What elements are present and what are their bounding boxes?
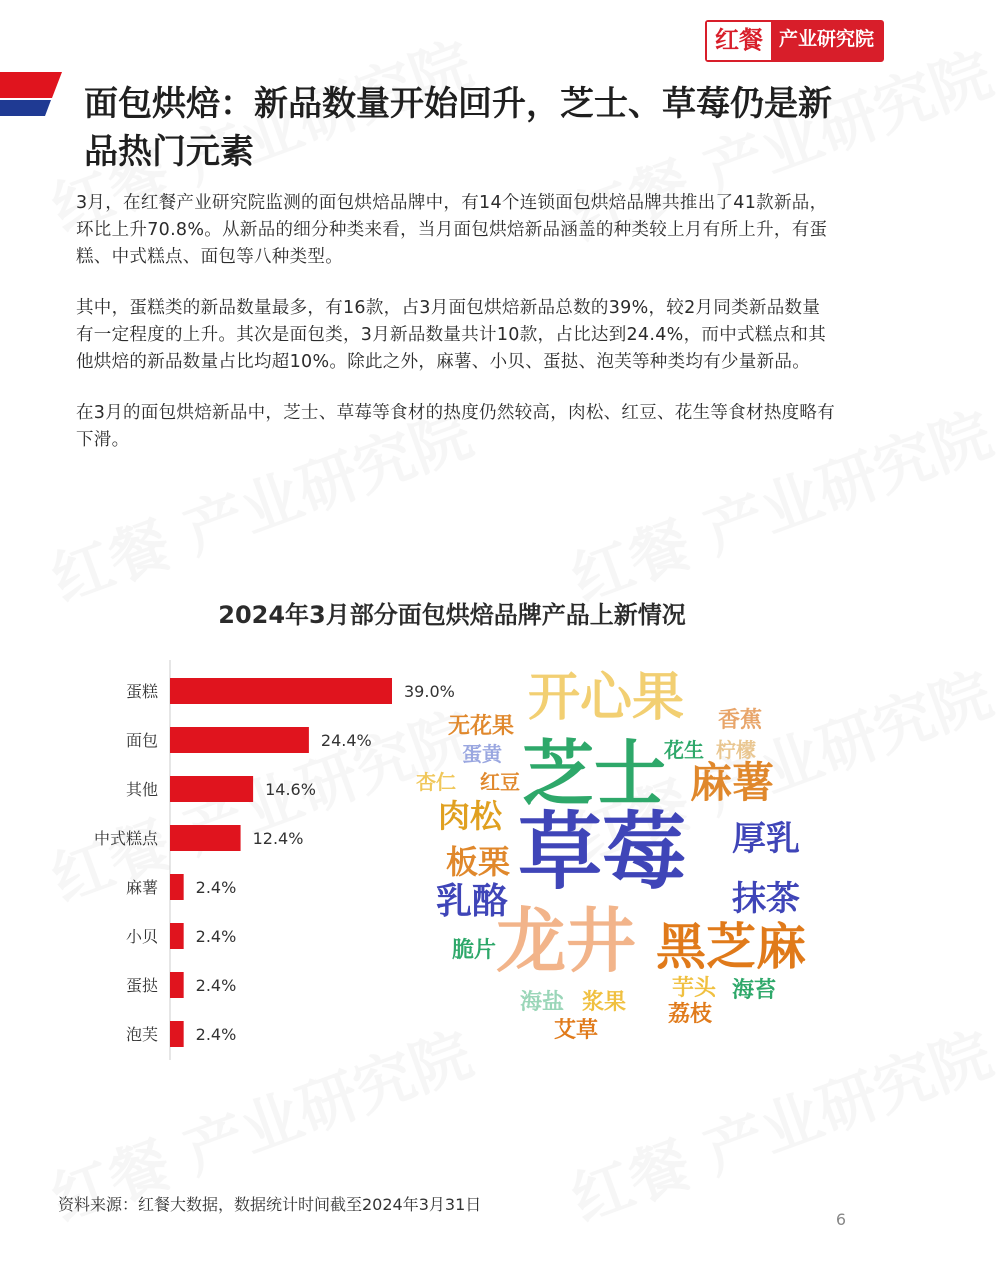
word-cloud-word: 蛋黄: [462, 742, 502, 766]
word-cloud-word: 乳酪: [436, 881, 509, 922]
word-cloud-word: 抹茶: [732, 879, 800, 919]
word-cloud-word: 麻薯: [690, 758, 775, 807]
word-cloud-word: 杏仁: [416, 770, 456, 794]
word-cloud-word: 浆果: [582, 990, 627, 1015]
bar: [170, 1021, 184, 1047]
word-cloud-word: 肉松: [438, 797, 503, 835]
word-cloud-word: 柠檬: [716, 738, 756, 762]
category-label: 小贝: [125, 927, 158, 946]
paragraph: 其中，蛋糕类的新品数量最多，有16款，占3月面包烘焙新品总数的39%，较2月同类新品数量有一定程度的上升。其次是面包类，3月新品数量共计10款，占比达到24.4%，而中式糕点和其他烘焙的新品数量占比均超10%。除此之外，麻薯、小贝、蛋挞、泡芙等种类均有少量新品。: [76, 298, 826, 372]
category-label: 麻薯: [125, 878, 158, 897]
watermark-text: [563, 1129, 700, 1236]
body-text: [76, 190, 836, 478]
chart-title: 2024年3月部分面包烘焙品牌产品上新情况: [218, 601, 686, 629]
bar: [170, 825, 241, 851]
paragraph: 3月，在红餐产业研究院监测的面包烘焙品牌中，有14个连锁面包烘焙品牌共推出了41款新品，环比上升70.8%。从新品的细分种类来看，当月面包烘焙新品涵盖的种类较上月有所上升，有蛋糕、中式糕点、面包等八种类型。: [76, 193, 828, 267]
paragraph: 在3月的面包烘焙新品中，芝士、草莓等食材的热度仍然较高，肉松、红豆、花生等食材热度略有下滑。: [76, 403, 836, 450]
word-cloud-word: 草莓: [518, 803, 687, 901]
word-cloud-word: 荔枝: [668, 1002, 713, 1027]
logo: [705, 20, 884, 62]
category-label: 泡芙: [125, 1025, 158, 1044]
bar: [170, 727, 309, 753]
word-cloud-word: 红豆: [480, 770, 520, 794]
word-cloud-word: 芝士: [522, 732, 667, 816]
word-cloud-word: 香蕉: [718, 708, 763, 733]
word-cloud: [410, 660, 850, 1060]
category-label: 蛋糕: [125, 682, 158, 701]
data-label: 2.4%: [195, 878, 237, 897]
bar: [170, 874, 184, 900]
data-label: 24.4%: [320, 731, 372, 750]
source-note: 资料来源：红餐大数据，数据统计时间截至2024年3月31日: [58, 1195, 482, 1214]
logo-brand: 红餐: [707, 22, 771, 60]
category-label: 面包: [125, 731, 158, 750]
data-label: 2.4%: [195, 927, 237, 946]
word-cloud-word: 龙井: [496, 900, 636, 982]
word-cloud-word: 开心果: [528, 668, 685, 728]
word-cloud-word: 板栗: [446, 843, 511, 881]
word-cloud-word: 无花果: [448, 714, 515, 739]
page-title: 面包烘焙：新品数量开始回升，芝士、草莓仍是新品热门元素: [84, 84, 832, 172]
page-number: 6: [835, 1210, 846, 1229]
watermark-text: [43, 1129, 180, 1236]
data-label: 12.4%: [252, 829, 304, 848]
word-cloud-word: 海盐: [520, 990, 565, 1015]
bar: [170, 776, 253, 802]
category-label: 蛋挞: [125, 976, 158, 995]
word-cloud-word: 厚乳: [732, 819, 800, 859]
data-label: 2.4%: [195, 976, 237, 995]
data-label: 39.0%: [404, 682, 455, 701]
bar: [170, 923, 184, 949]
word-cloud-word: 海苔: [732, 978, 777, 1003]
data-label: 2.4%: [195, 1025, 237, 1044]
bar: [170, 678, 392, 704]
word-cloud-word: 花生: [664, 738, 704, 762]
category-label: 其他: [125, 780, 158, 799]
bar: [170, 972, 184, 998]
category-label: 中式糕点: [93, 829, 158, 848]
word-cloud-word: 芋头: [672, 976, 717, 1001]
word-cloud-word: 艾草: [554, 1018, 599, 1043]
logo-institute: 产业研究院: [771, 22, 882, 60]
word-cloud-word: 黑芝麻: [656, 918, 806, 976]
title-accent-icon: [0, 72, 62, 116]
word-cloud-word: 脆片: [452, 938, 497, 963]
data-label: 14.6%: [265, 780, 316, 799]
